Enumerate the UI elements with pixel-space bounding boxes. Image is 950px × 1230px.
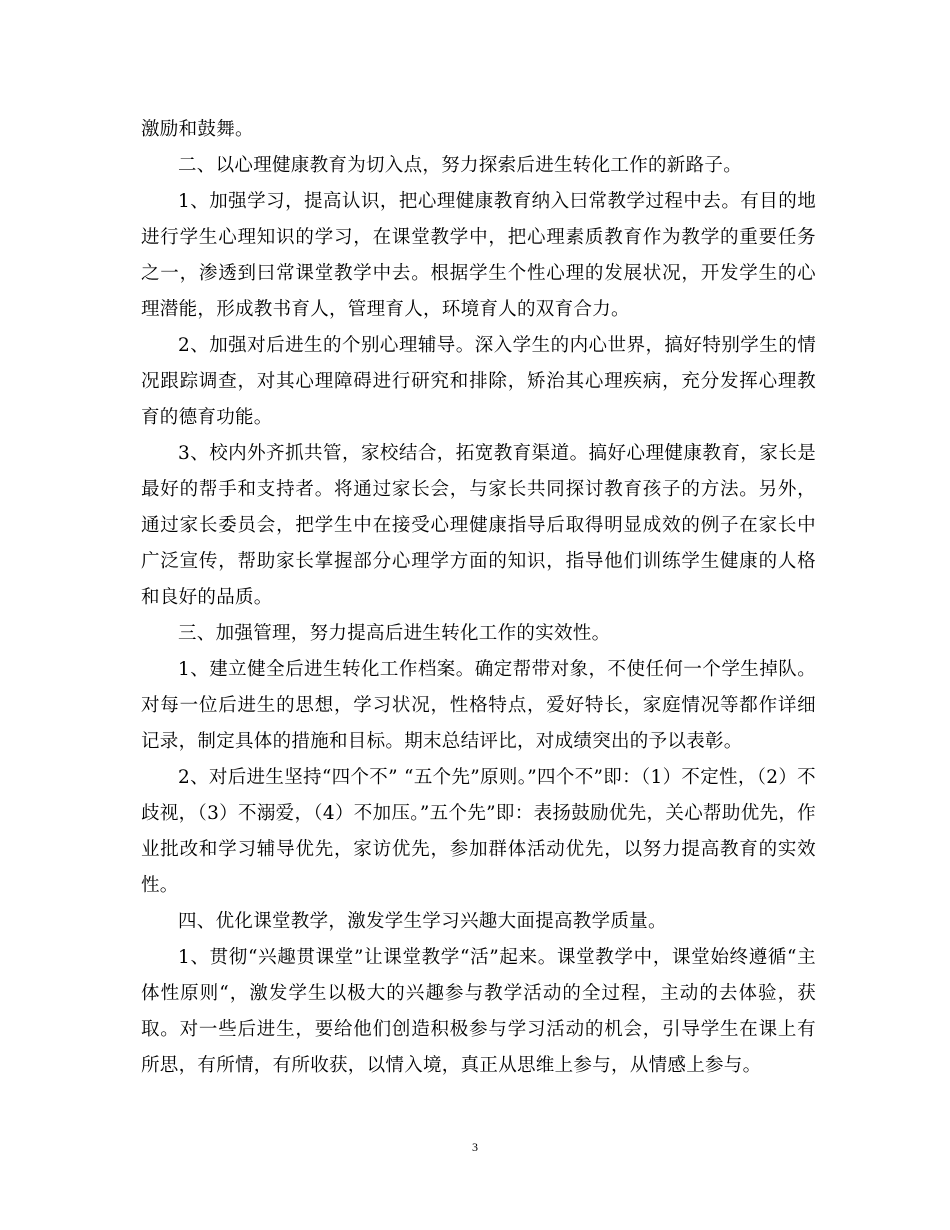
section-heading: 三、加强管理，努力提高后进生转化工作的实效性。 (178, 623, 611, 644)
paragraph: 1、加强学习，提高认识，把心理健康教育纳入曰常教学过程中去。有目的地进行学生心理知识的学习，在课堂教学中，把心理素质教育作为教学的重要任务之一，渗透到曰常课堂教学中去。根据学生个性心理的发展状况，开发学生的心理潜能，形成教书育人，管理育人，环境育人的双育合力。 (141, 191, 816, 320)
paragraph: 激励和鼓舞。 (141, 119, 254, 140)
section-heading: 二、以心理健康教育为切入点，努力探索后进生转化工作的新路子。 (178, 155, 743, 176)
page-number: 3 (472, 1140, 478, 1154)
paragraph: 3、校内外齐抓共管，家校结合，拓宽教育渠道。搞好心理健康教育，家长是最好的帮手和支持者。将通过家长会，与家长共同探讨教育孩子的方法。另外，通过家长委员会，把学生中在接受心理健康指导后取得明显成效的例子在家长中广泛宣传，帮助家长掌握部分心理学方面的知识，指导他们训练学生健康的人格和良好的品质。 (141, 443, 816, 608)
section-heading: 四、优化课堂教学，激发学生学习兴趣大面提高教学质量。 (178, 911, 667, 932)
document-body (141, 112, 816, 1084)
paragraph: 1、建立健全后进生转化工作档案。确定帮带对象，不使任何一个学生掉队。对每一位后进生的思想，学习状况，性格特点，爱好特长，家庭情况等都作详细记录，制定具体的措施和目标。期末总结评比，对成绩突出的予以表彰。 (141, 659, 816, 752)
paragraph: 1、贯彻“兴趣贯课堂”让课堂教学“活”起来。课堂教学中，课堂始终遵循“主体性原则“，激发学生以极大的兴趣参与教学活动的全过程，主动的去体验，获取。对一些后进生，要给他们创造积极参与学习活动的机会，引导学生在课上有所思，有所情，有所收获，以情入境，真正从思维上参与，从情感上参与。 (141, 947, 816, 1076)
paragraph: 2、加强对后进生的个别心理辅导。深入学生的内心世界，搞好特别学生的情况跟踪调查，对其心理障碍进行研究和排除，矫治其心理疾病，充分发挥心理教育的德育功能。 (141, 335, 816, 428)
paragraph: 2、对后进生坚持“四个不” “五个先”原则。”四个不”即：（1）不定性，（2）不歧视，（3）不溺爱，（4）不加压。”五个先”即：表扬鼓励优先，关心帮助优先，作业批改和学习辅导优先，家访优先，参加群体活动优先，以努力提高教育的实效性。 (141, 767, 816, 896)
